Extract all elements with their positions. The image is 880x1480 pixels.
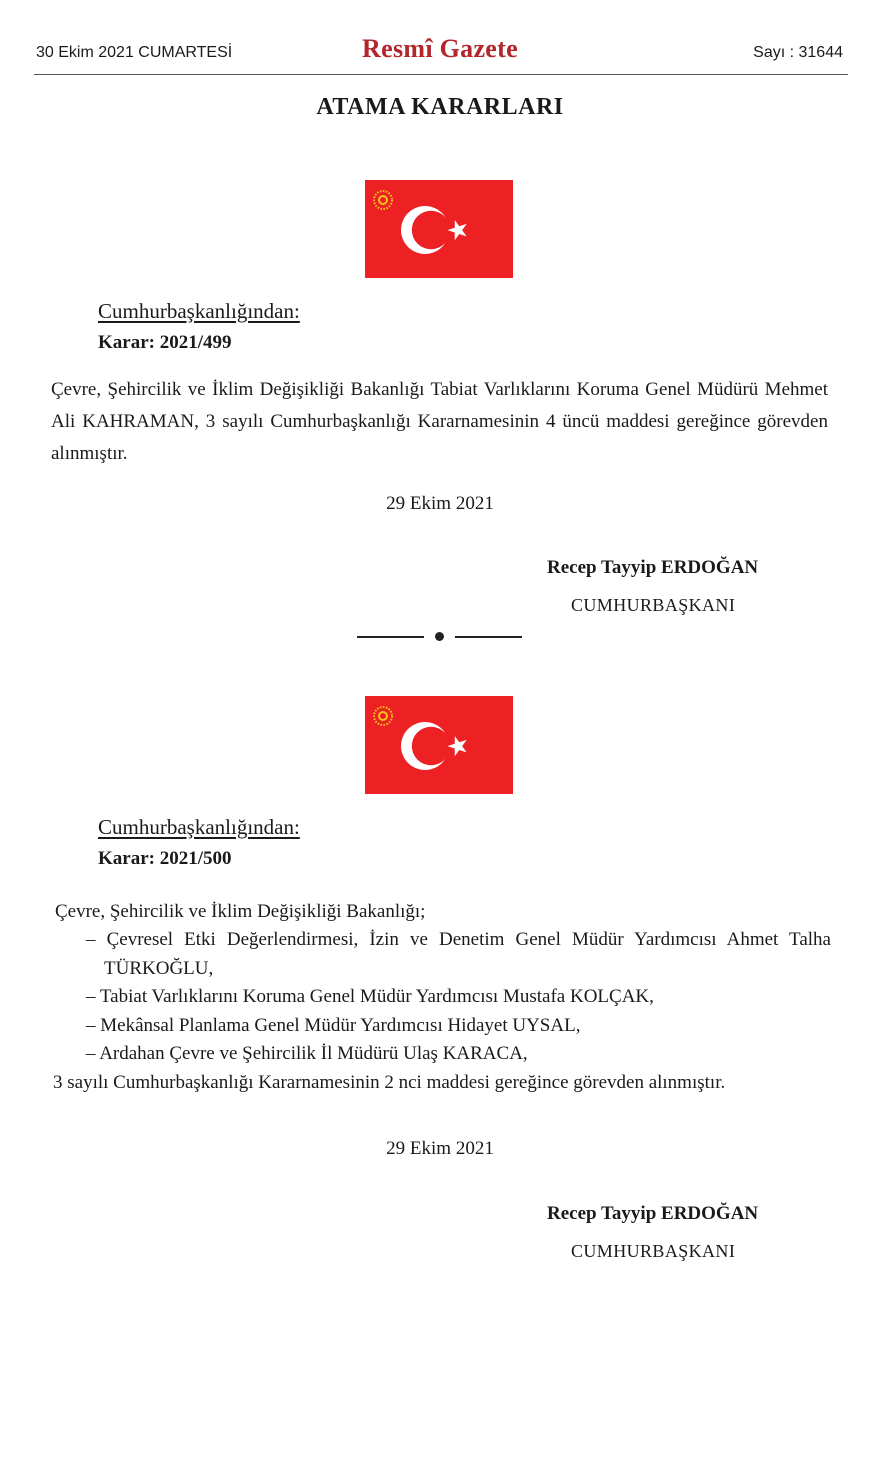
decision-label: Karar: [98, 848, 155, 869]
list-item: – Tabiat Varlıklarını Koruma Genel Müdür Yardımcısı Mustafa KOLÇAK, [86, 986, 654, 1007]
list-item: – Mekânsal Planlama Genel Müdür Yardımcısı Hidayet UYSAL, [86, 1015, 581, 1036]
signatory-name: Recep Tayyip ERDOĞAN [547, 557, 759, 578]
decision-date: 29 Ekim 2021 [386, 493, 494, 514]
decision-number-value: 2021/500 [159, 848, 232, 869]
decision-label: Karar: [98, 332, 155, 353]
signatory-name: Recep Tayyip ERDOĞAN [547, 1203, 759, 1224]
decision-number [98, 332, 232, 354]
issue-number: Sayı : 31644 [753, 44, 843, 61]
header-rule [34, 74, 848, 75]
list-item: – Çevresel Etki Değerlendirmesi, İzin ve Denetim Genel Müdür Yardımcısı Ahmet Talha [86, 929, 831, 950]
decision-number-value: 2021/499 [159, 332, 232, 353]
turkish-flag-icon [365, 696, 513, 794]
decision-text: Çevre, Şehircilik ve İklim Değişikliği Bakanlığı Tabiat Varlıklarını Koruma Genel Müdürü Mehmet Ali KAHRAMAN, 3 sayılı Cumhurbaşkanlığı Kararnamesinin 4 üncü maddesi gereğince görevden alınmıştır. [51, 379, 828, 464]
header-date: 30 Ekim 2021 CUMARTESİ [36, 44, 233, 61]
signatory-title: CUMHURBAŞKANI [571, 595, 736, 615]
turkish-flag-icon [365, 180, 513, 278]
decision-date: 29 Ekim 2021 [386, 1138, 494, 1159]
issuer-heading: Cumhurbaşkanlığından: [98, 299, 300, 323]
decision-closing: 3 sayılı Cumhurbaşkanlığı Kararnamesinin 2 nci maddesi gereğince görevden alınmıştır. [53, 1072, 726, 1093]
gazette-name: Resmî Gazete [362, 34, 518, 63]
list-item: – Ardahan Çevre ve Şehircilik İl Müdürü Ulaş KARACA, [86, 1043, 528, 1064]
issuer-heading: Cumhurbaşkanlığından: [98, 815, 300, 839]
decision-number [98, 848, 232, 870]
page-title: ATAMA KARARLARI [316, 94, 564, 120]
section-divider [357, 628, 523, 644]
list-item-continuation: TÜRKOĞLU, [104, 958, 214, 979]
decision-intro: Çevre, Şehircilik ve İklim Değişikliği Bakanlığı; [55, 901, 426, 922]
signatory-title: CUMHURBAŞKANI [571, 1241, 736, 1261]
